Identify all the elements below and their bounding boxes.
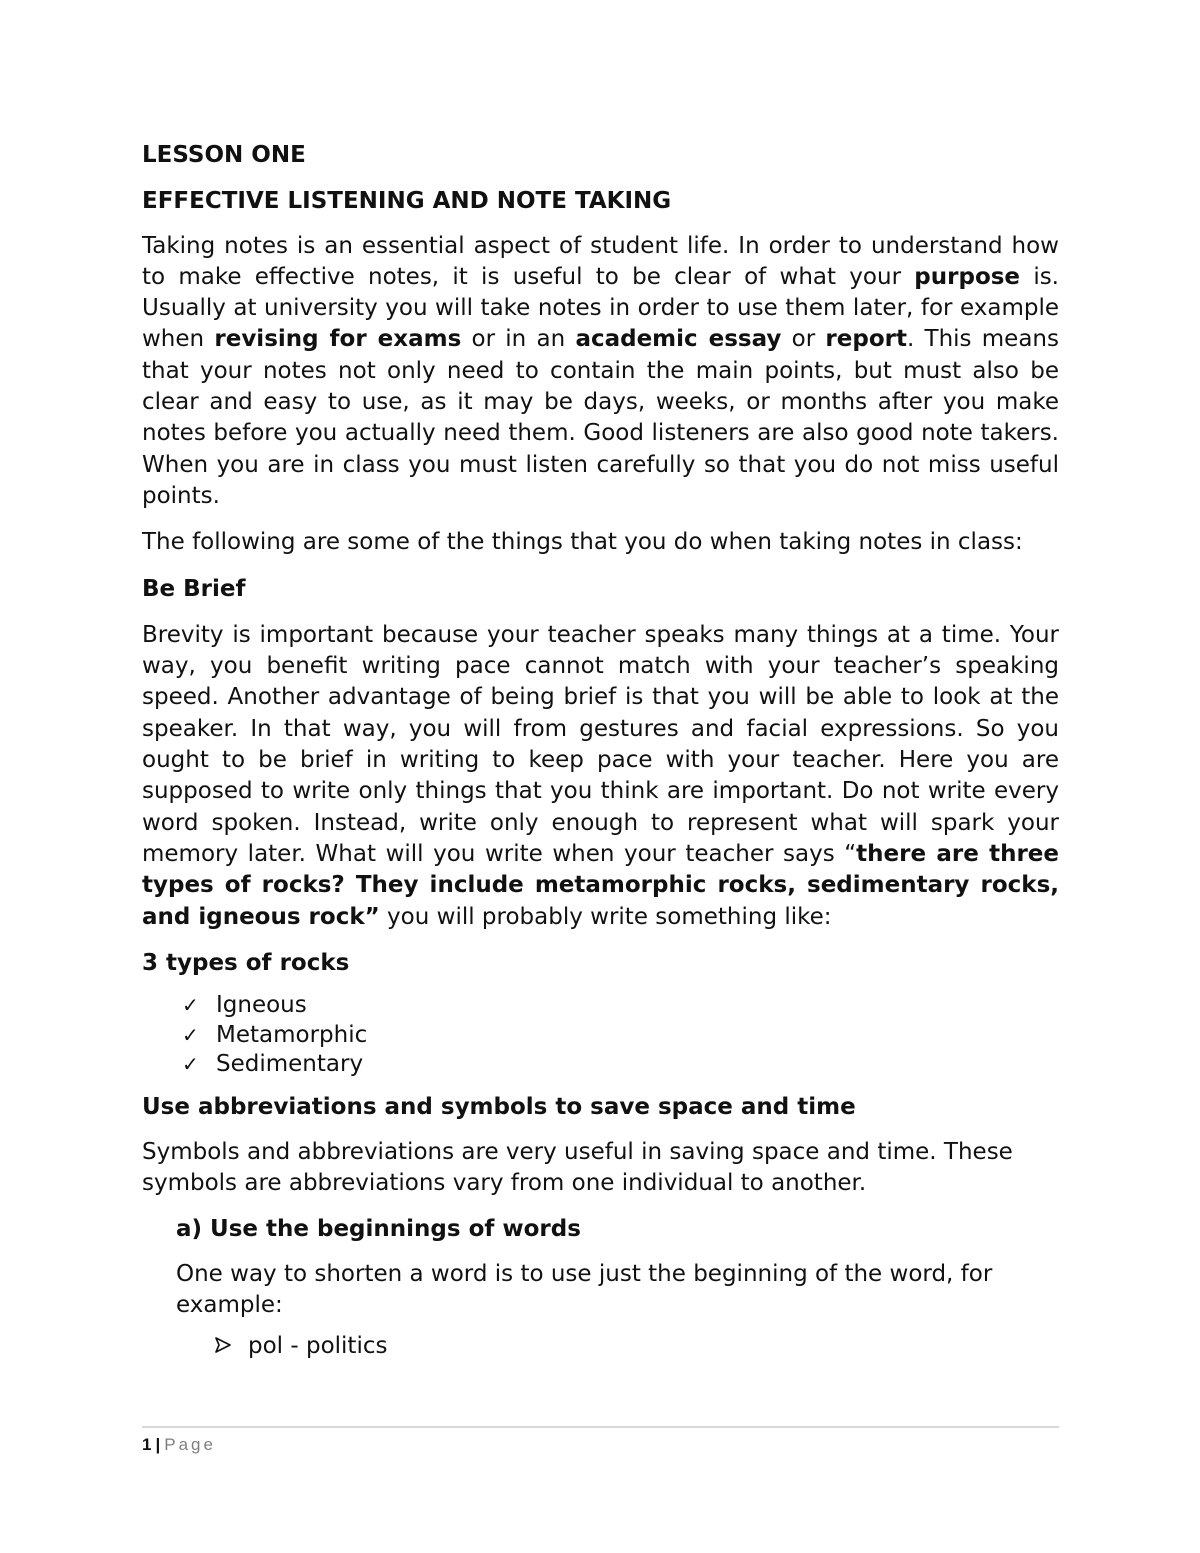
checkmark-icon: ✓: [182, 1052, 199, 1077]
list-item: [142, 1331, 1059, 1362]
be-brief-text-1: Brevity is important because your teacher speaks many things at a time. Your way, you benefit writing pace cannot match with your teacher’s speaking speed. Another advantage of being brief is that you will be able to look at the speaker. In that way, you will from gestures and facial expressions. So you ought to be brief in writing to keep pace with your teacher. Here you are supposed to write only things that you think are important. Do not write every word spoken. Instead, write only enough to represent what will spark your memory later. What will you write when your teacher says “: [142, 621, 1059, 867]
be-brief-paragraph: [142, 620, 1059, 933]
following-paragraph: The following are some of the things that you do when taking notes in class:: [142, 529, 1023, 556]
intro-bold-report: report: [825, 326, 907, 353]
lesson-heading: LESSON ONE: [142, 142, 306, 168]
be-brief-text-2: you will probably write something like:: [379, 903, 832, 930]
be-brief-heading: Be Brief: [142, 575, 246, 602]
footer-separator: |: [155, 1435, 161, 1454]
rock-metamorphic: Metamorphic: [216, 1021, 368, 1048]
intro-bold-revising: revising for exams: [214, 326, 462, 353]
abbreviations-paragraph: Symbols and abbreviations are very useful in saving space and time. These symbols are abbreviations vary from one individual to another.: [142, 1138, 1013, 1197]
intro-text-5: . This means that your notes not only need to contain the main points, but must also be clear and easy to use, as it may be days, weeks, or months after you make notes before you actually need them. Good listeners are also good note takers. When you are in class you must listen carefully so that you do not miss useful points.: [142, 326, 1059, 509]
document-page: [142, 140, 1059, 1363]
list-item: [142, 991, 1059, 1021]
arrow-bullet-icon: [214, 1331, 248, 1362]
arrow-bullet-svg: [214, 1337, 232, 1353]
intro-text-4: or: [781, 326, 826, 353]
lesson-title: EFFECTIVE LISTENING AND NOTE TAKING: [142, 188, 672, 215]
abbreviations-heading: Use abbreviations and symbols to save space and time: [142, 1093, 856, 1120]
checkmark-icon: ✓: [182, 1022, 199, 1047]
beginnings-example: pol - politics: [248, 1333, 388, 1360]
checkmark-icon: ✓: [182, 993, 199, 1018]
rocks-heading: 3 types of rocks: [142, 949, 350, 976]
page-label: Page: [164, 1435, 216, 1454]
page-number: 1: [142, 1435, 152, 1454]
rock-igneous: Igneous: [216, 992, 307, 1019]
rocks-list: [142, 991, 1059, 1080]
intro-bold-purpose: purpose: [914, 263, 1021, 290]
rock-sedimentary: Sedimentary: [216, 1051, 364, 1078]
intro-text-3: or in an: [461, 326, 576, 353]
intro-paragraph: [142, 231, 1059, 513]
beginnings-paragraph: One way to shorten a word is to use just the beginning of the word, for example:: [176, 1260, 993, 1319]
be-brief-quote: there are three types of rocks? They include metamorphic rocks, sedimentary rocks, and igneous rock”: [142, 840, 1059, 930]
list-item: [142, 1021, 1059, 1051]
intro-bold-essay: academic essay: [575, 326, 782, 353]
beginnings-heading: a) Use the beginnings of words: [176, 1215, 581, 1242]
intro-text-1: Taking notes is an essential aspect of student life. In order to understand how to make effective notes, it is useful to be clear of what your: [142, 232, 1059, 290]
intro-text-2: is. Usually at university you will take notes in order to use them later, for example when: [142, 263, 1059, 353]
list-item: [142, 1050, 1059, 1080]
footer-divider: [142, 1426, 1059, 1428]
page-footer: [142, 1434, 216, 1456]
